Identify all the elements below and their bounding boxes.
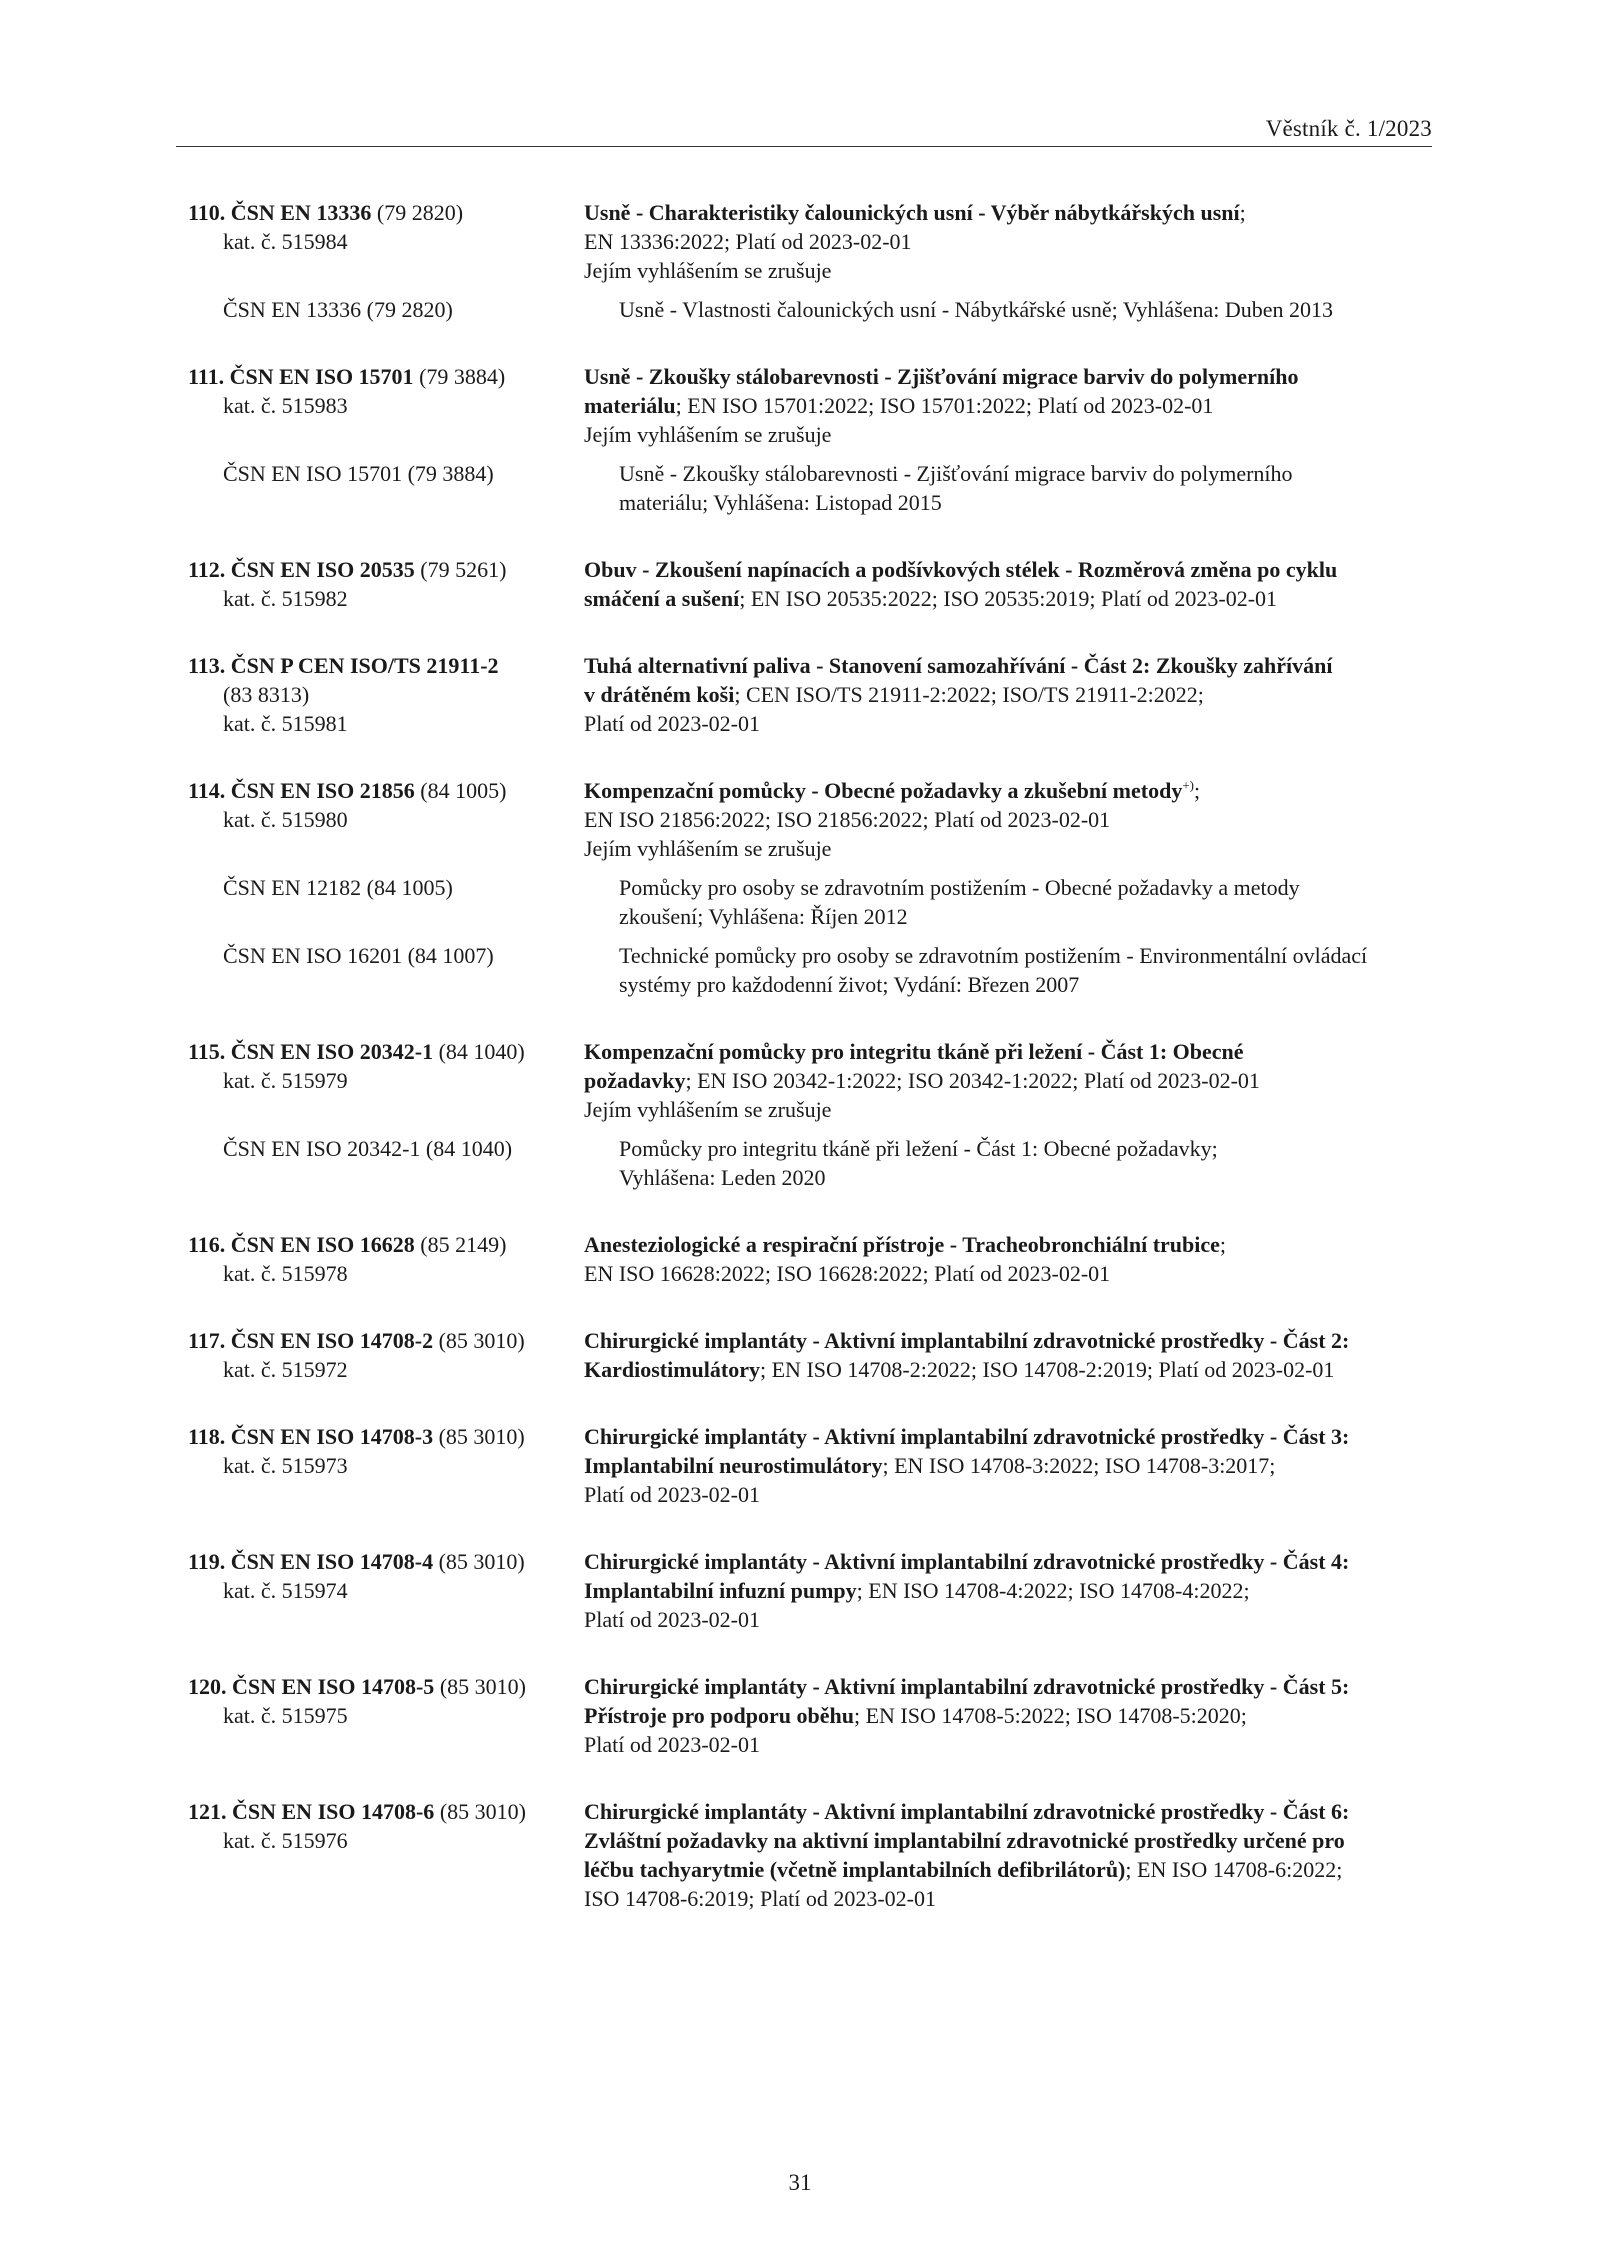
replaced-standard-row <box>188 873 1436 931</box>
standard-code: ČSN EN ISO 20342-1 <box>230 1039 434 1064</box>
entry-identifier <box>188 651 584 738</box>
entry-number: 114. <box>188 778 226 803</box>
replaced-standard-description <box>619 295 1436 324</box>
standard-title-cont: Přístroje pro podporu oběhu <box>584 1703 854 1728</box>
standards-list <box>188 198 1436 1951</box>
title-suffix: ; <box>1239 200 1246 225</box>
description-line: Usně - Zkoušky stálobarevnosti - Zjišťování migrace barviv do polymerního <box>619 461 1293 486</box>
catalog-number: kat. č. 515974 <box>223 1578 348 1603</box>
standard-code: ČSN EN ISO 21856 <box>230 778 415 803</box>
standard-title-cont: materiálu <box>584 393 676 418</box>
standard-title: Usně - Zkoušky stálobarevnosti - Zjišťování migrace barviv do polymerního <box>584 364 1299 389</box>
replaced-standard-code: ČSN EN ISO 15701 (79 3884) <box>223 461 494 486</box>
title-suffix: ; EN ISO 15701:2022; ISO 15701:2022; Platí od 2023-02-01 <box>675 393 1214 418</box>
title-line <box>584 1355 1436 1384</box>
replaced-standard-description <box>619 459 1436 517</box>
description-line: Pomůcky pro integritu tkáně při ležení - Část 1: Obecné požadavky; <box>619 1136 1218 1161</box>
entry-identifier <box>188 1672 584 1759</box>
replaced-standard-code: ČSN EN 13336 (79 2820) <box>223 297 453 322</box>
entry-identifier <box>188 1230 584 1288</box>
title-line <box>584 680 1436 709</box>
entry-main-row <box>188 1547 1436 1634</box>
class-code: (83 8313) <box>223 682 310 707</box>
entry-description <box>584 651 1436 738</box>
entry-identifier <box>188 1326 584 1384</box>
entry-description <box>584 1797 1436 1913</box>
standard-code: ČSN EN 13336 <box>230 200 372 225</box>
title-line <box>584 1826 1436 1855</box>
title-line <box>584 651 1436 680</box>
identifier-line <box>188 1797 584 1826</box>
catalog-number: kat. č. 515982 <box>223 586 348 611</box>
description-line: Platí od 2023-02-01 <box>584 711 760 736</box>
identifier-line <box>188 1230 584 1259</box>
standard-entry <box>188 198 1436 324</box>
standard-title-cont: v drátěném koši <box>584 682 735 707</box>
title-line <box>584 1701 1436 1730</box>
description-line: ISO 14708-6:2019; Platí od 2023-02-01 <box>584 1886 936 1911</box>
title-suffix: ; EN ISO 14708-3:2022; ISO 14708-3:2017; <box>882 1453 1276 1478</box>
standard-code: ČSN P CEN ISO/TS 21911-2 <box>230 653 499 678</box>
entry-main-row <box>188 776 1436 863</box>
catalog-number: kat. č. 515979 <box>223 1068 348 1093</box>
title-suffix: ; EN ISO 14708-5:2022; ISO 14708-5:2020; <box>853 1703 1247 1728</box>
title-suffix: ; <box>1219 1232 1227 1257</box>
description-line: EN ISO 16628:2022; ISO 16628:2022; Platí od 2023-02-01 <box>584 1261 1111 1286</box>
entry-identifier <box>188 555 584 613</box>
standard-entry <box>188 1037 1436 1192</box>
catalog-number: kat. č. 515981 <box>223 711 348 736</box>
title-line <box>584 1066 1436 1095</box>
replaced-standard-row <box>188 459 1436 517</box>
standard-title: Chirurgické implantáty - Aktivní implantabilní zdravotnické prostředky - Část 2: <box>584 1328 1350 1353</box>
standard-title: Tuhá alternativní paliva - Stanovení samozahřívání - Část 2: Zkoušky zahřívání <box>584 653 1333 678</box>
header-title: Věstník č. 1/2023 <box>1265 116 1432 141</box>
entry-identifier <box>188 1547 584 1634</box>
description-line: Platí od 2023-02-01 <box>584 1607 760 1632</box>
identifier-line <box>188 1547 584 1576</box>
standard-title: Obuv - Zkoušení napínacích a podšívkových stélek - Rozměrová změna po cyklu <box>584 557 1338 582</box>
entry-number: 117. <box>188 1328 226 1353</box>
standard-entry <box>188 362 1436 517</box>
title-line <box>584 1037 1436 1066</box>
standard-title: Anesteziologické a respirační přístroje - Tracheobronchiální trubice <box>584 1232 1220 1257</box>
entry-main-row <box>188 1037 1436 1124</box>
entry-main-row <box>188 1797 1436 1913</box>
entry-number: 121. <box>188 1799 227 1824</box>
class-code: (79 3884) <box>419 364 506 389</box>
entry-description <box>584 1037 1436 1124</box>
description-line: Jejím vyhlášením se zrušuje <box>584 422 832 447</box>
standard-title: Kompenzační pomůcky pro integritu tkáně při ležení - Část 1: Obecné <box>584 1039 1244 1064</box>
identifier-line <box>188 1422 584 1451</box>
title-line <box>584 391 1436 420</box>
standard-entry <box>188 1797 1436 1913</box>
catalog-number: kat. č. 515980 <box>223 807 348 832</box>
standard-title: Chirurgické implantáty - Aktivní implantabilní zdravotnické prostředky - Část 5: <box>584 1674 1350 1699</box>
title-suffix: ; EN ISO 14708-4:2022; ISO 14708-4:2022; <box>856 1578 1250 1603</box>
standard-code: ČSN EN ISO 15701 <box>229 364 414 389</box>
standard-title-cont: Zvláštní požadavky na aktivní implantabilní zdravotnické prostředky určené pro <box>584 1828 1345 1853</box>
replaced-standard-row <box>188 295 1436 324</box>
entry-identifier <box>188 1797 584 1913</box>
title-suffix: ; EN ISO 20535:2022; ISO 20535:2019; Platí od 2023-02-01 <box>739 586 1278 611</box>
class-code: (85 3010) <box>439 1674 526 1699</box>
identifier-line <box>188 776 584 805</box>
entry-main-row <box>188 1422 1436 1509</box>
standard-title-cont: smáčení a sušení <box>584 586 740 611</box>
description-line: Jejím vyhlášením se zrušuje <box>584 836 832 861</box>
class-code: (84 1040) <box>438 1039 525 1064</box>
title-line <box>584 555 1436 584</box>
standard-title-cont: Kardiostimulátory <box>584 1357 760 1382</box>
entry-description <box>584 1672 1436 1759</box>
title-suffix: ; CEN ISO/TS 21911-2:2022; ISO/TS 21911-2:2022; <box>734 682 1204 707</box>
entry-main-row <box>188 1326 1436 1384</box>
title-line <box>584 1797 1436 1826</box>
standard-entry <box>188 1672 1436 1759</box>
footnote-marker: +) <box>1182 777 1194 793</box>
replaced-standard-code: ČSN EN ISO 20342-1 (84 1040) <box>223 1136 513 1161</box>
standard-entry <box>188 1326 1436 1384</box>
entry-number: 111. <box>188 364 225 389</box>
catalog-number: kat. č. 515984 <box>223 229 348 254</box>
standard-code: ČSN EN ISO 14708-6 <box>232 1799 435 1824</box>
standard-entry <box>188 1230 1436 1288</box>
catalog-number: kat. č. 515973 <box>223 1453 348 1478</box>
standard-code: ČSN EN ISO 14708-5 <box>232 1674 435 1699</box>
replaced-standard-description <box>619 941 1436 999</box>
identifier-line <box>188 1672 584 1701</box>
page-number: 31 <box>788 2170 812 2195</box>
class-code: (79 5261) <box>420 557 507 582</box>
title-suffix: ; <box>1194 778 1201 803</box>
identifier-line <box>188 362 584 391</box>
description-line: Platí od 2023-02-01 <box>584 1482 760 1507</box>
title-line <box>584 1451 1436 1480</box>
title-line <box>584 1230 1436 1259</box>
identifier-line <box>188 555 584 584</box>
entry-number: 120. <box>188 1674 227 1699</box>
page-header <box>176 110 1432 147</box>
entry-main-row <box>188 1672 1436 1759</box>
standard-code: ČSN EN ISO 16628 <box>230 1232 415 1257</box>
description-line: EN 13336:2022; Platí od 2023-02-01 <box>584 229 912 254</box>
standard-entry <box>188 1547 1436 1634</box>
entry-main-row <box>188 1230 1436 1288</box>
identifier-line <box>188 651 584 680</box>
standard-title-cont: Implantabilní neurostimulátory <box>584 1453 883 1478</box>
entry-description <box>584 1422 1436 1509</box>
catalog-number: kat. č. 515978 <box>223 1261 348 1286</box>
title-line <box>584 362 1436 391</box>
entry-description <box>584 198 1436 285</box>
entry-main-row <box>188 198 1436 285</box>
entry-number: 116. <box>188 1232 226 1257</box>
standard-title: Usně - Charakteristiky čalounických usní - Výběr nábytkářských usní <box>584 200 1240 225</box>
description-line: EN ISO 21856:2022; ISO 21856:2022; Platí od 2023-02-01 <box>584 807 1111 832</box>
class-code: (85 2149) <box>420 1232 507 1257</box>
class-code: (85 3010) <box>438 1424 525 1449</box>
standard-code: ČSN EN ISO 14708-3 <box>230 1424 434 1449</box>
entry-number: 112. <box>188 557 226 582</box>
title-line <box>584 198 1436 227</box>
entry-number: 118. <box>188 1424 226 1449</box>
title-line <box>584 1326 1436 1355</box>
catalog-number: kat. č. 515983 <box>223 393 348 418</box>
description-line: Usně - Vlastnosti čalounických usní - Nábytkářské usně; Vyhlášena: Duben 2013 <box>619 297 1334 322</box>
standard-title: Chirurgické implantáty - Aktivní implantabilní zdravotnické prostředky - Část 4: <box>584 1549 1350 1574</box>
identifier-line <box>188 198 584 227</box>
title-line <box>584 1547 1436 1576</box>
entry-identifier <box>188 776 584 863</box>
class-code-line <box>188 680 584 709</box>
replaced-standard-description <box>619 1134 1436 1192</box>
entry-main-row <box>188 651 1436 738</box>
standard-title: Chirurgické implantáty - Aktivní implantabilní zdravotnické prostředky - Část 3: <box>584 1424 1350 1449</box>
replaced-standard-row <box>188 941 1436 999</box>
catalog-number: kat. č. 515975 <box>223 1703 348 1728</box>
class-code: (85 3010) <box>438 1328 525 1353</box>
standard-code: ČSN EN ISO 20535 <box>230 557 415 582</box>
entry-main-row <box>188 555 1436 613</box>
entry-description <box>584 776 1436 863</box>
description-line: Vyhlášena: Leden 2020 <box>619 1165 826 1190</box>
entry-number: 119. <box>188 1549 226 1574</box>
entry-description <box>584 362 1436 449</box>
standard-title: Kompenzační pomůcky - Obecné požadavky a zkušební metody <box>584 778 1183 803</box>
catalog-number: kat. č. 515976 <box>223 1828 348 1853</box>
description-line: Pomůcky pro osoby se zdravotním postižením - Obecné požadavky a metody <box>619 875 1300 900</box>
title-suffix: ; EN ISO 20342-1:2022; ISO 20342-1:2022; Platí od 2023-02-01 <box>685 1068 1260 1093</box>
standard-code: ČSN EN ISO 14708-2 <box>230 1328 434 1353</box>
entry-identifier <box>188 362 584 449</box>
identifier-line <box>188 1037 584 1066</box>
title-line <box>584 584 1436 613</box>
standard-entry <box>188 555 1436 613</box>
title-line <box>584 776 1436 805</box>
standard-title: Chirurgické implantáty - Aktivní implantabilní zdravotnické prostředky - Část 6: <box>584 1799 1350 1824</box>
entry-description <box>584 555 1436 613</box>
description-line: Platí od 2023-02-01 <box>584 1732 760 1757</box>
title-suffix: ; EN ISO 14708-2:2022; ISO 14708-2:2019; Platí od 2023-02-01 <box>760 1357 1335 1382</box>
entry-main-row <box>188 362 1436 449</box>
entry-number: 110. <box>188 200 226 225</box>
standard-title-cont: požadavky <box>584 1068 686 1093</box>
entry-identifier <box>188 1037 584 1124</box>
catalog-number: kat. č. 515972 <box>223 1357 348 1382</box>
entry-description <box>584 1547 1436 1634</box>
standard-code: ČSN EN ISO 14708-4 <box>230 1549 434 1574</box>
class-code: (79 2820) <box>376 200 464 225</box>
replaced-standard-code: ČSN EN 12182 (84 1005) <box>223 875 453 900</box>
standard-entry <box>188 651 1436 738</box>
identifier-line <box>188 1326 584 1355</box>
standard-entry <box>188 776 1436 999</box>
entry-number: 113. <box>188 653 226 678</box>
standard-title-cont: Implantabilní infuzní pumpy <box>584 1578 857 1603</box>
title-line <box>584 1672 1436 1701</box>
title-line <box>584 1422 1436 1451</box>
title-line <box>584 1855 1436 1884</box>
standard-title-cont: léčbu tachyarytmie (včetně implantabilních defibrilátorů) <box>584 1857 1126 1882</box>
description-line: Technické pomůcky pro osoby se zdravotním postižením - Environmentální ovládací <box>619 943 1368 968</box>
standard-entry <box>188 1422 1436 1509</box>
entry-identifier <box>188 1422 584 1509</box>
description-line: Jejím vyhlášením se zrušuje <box>584 1097 832 1122</box>
title-line <box>584 1576 1436 1605</box>
entry-number: 115. <box>188 1039 226 1064</box>
title-suffix: ; EN ISO 14708-6:2022; <box>1125 1857 1343 1882</box>
replaced-standard-description <box>619 873 1436 931</box>
description-line: zkoušení; Vyhlášena: Říjen 2012 <box>619 904 908 929</box>
description-line: materiálu; Vyhlášena: Listopad 2015 <box>619 490 942 515</box>
class-code: (84 1005) <box>420 778 507 803</box>
description-line: Jejím vyhlášením se zrušuje <box>584 258 832 283</box>
class-code: (85 3010) <box>438 1549 525 1574</box>
entry-description <box>584 1326 1436 1384</box>
replaced-standard-code: ČSN EN ISO 16201 (84 1007) <box>223 943 494 968</box>
class-code: (85 3010) <box>439 1799 526 1824</box>
replaced-standard-row <box>188 1134 1436 1192</box>
description-line: systémy pro každodenní život; Vydání: Březen 2007 <box>619 972 1080 997</box>
entry-description <box>584 1230 1436 1288</box>
entry-identifier <box>188 198 584 285</box>
